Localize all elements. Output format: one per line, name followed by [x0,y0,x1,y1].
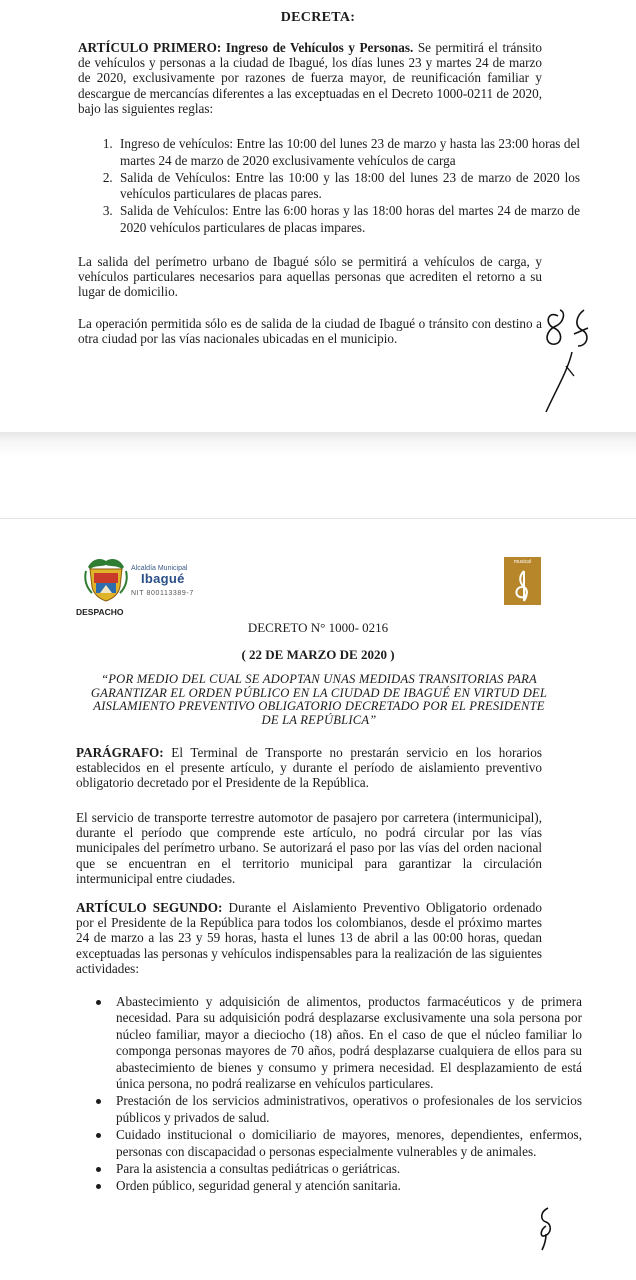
page-gap [0,432,636,456]
page-divider [0,518,636,519]
activity-item: Abastecimiento y adquisición de alimentos, productos farmacéuticos y de primera necesidad. Para su adquisición podrá desplazarse exclusivamente una sola persona por núcleo familiar, mayor a dieciocho (18) años. En el caso de que el núcleo familiar lo componga personas mayores de 70 años, podrá desplazarse cualquiera de ellos para su abastecimiento de bienes y consumo y primera necesidad. El desplazamiento de está única persona, no podrá realizarse en vehículos particulares. [116,994,582,1092]
articulo-segundo [76,900,542,976]
ibague-coat-of-arms-icon [82,557,130,603]
activities-list [76,994,582,1196]
handwritten-initial-icon [536,1204,556,1252]
rule-item: 3. Salida de Vehículos: Entre las 6:00 horas y las 18:00 horas del martes 24 de marzo de 2020 vehículos particulares de placas impares. [116,203,580,237]
articulo-primero-title: ARTÍCULO PRIMERO: Ingreso de Vehículos y Personas. [78,40,414,55]
alcaldia-label: Alcaldía Municipal [131,565,188,572]
city-name: Ibagué [141,571,185,586]
handwritten-initials-icon [538,306,602,418]
articulo-segundo-body: Durante el Aislamiento Preventivo Obligatorio ordenado por el Presidente de la República para todos los colombianos, desde el próximo martes 24 de marzo a las 23 y 59 horas, hasta el lunes 13 de abril a las 00:00 horas, quedan exceptuadas las personas y vehículos indispensables para la realización de las siguientes actividades: [76,900,542,976]
paragrafo-body: El Terminal de Transporte no prestarán servicio en los horarios establecidos en el presente artículo, y durante el período de aislamiento preventivo obligatorio decretado por el Presidente de la República. [76,745,543,791]
rule-item: 1. Ingreso de vehículos: Entre las 10:00 del lunes 23 de marzo y hasta las 23:00 horas del martes 24 de marzo de 2020 exclusivamente vehículos de carga [116,136,580,170]
document-page-1 [0,0,636,433]
decree-number: DECRETO N° 1000- 0216 [247,620,389,635]
decree-date: ( 22 DE MARZO DE 2020 ) [241,647,395,662]
articulo-primero-body: Se permitirá el tránsito de vehículos y personas a la ciudad de Ibagué, los días lunes 23 y martes 24 de marzo de 2020, exclusivamente por razones de fuerza mayor, de reunificación familiar y descargue de mercancías diferentes a las exceptuadas en el Decreto 1000-0211 de 2020, bajo las siguientes reglas: [78,40,543,116]
paragraph-operacion: La operación permitida sólo es de salida de la ciudad de Ibagué o tránsito con destino a otra ciudad por las vías nacionales ubicadas en el municipio. [78,316,542,347]
nit-number: NIT 800113389-7 [131,590,194,597]
articulo-primero [78,40,542,116]
paragraph-salida: La salida del perímetro urbano de Ibagué sólo se permitirá a vehículos de carga, y vehículos particulares necesarios para aquellas personas que acrediten el retorno a su lugar de domicilio. [78,254,542,300]
paragraph-servicio: El servicio de transporte terrestre automotor de pasajero por carretera (intermunicipal), durante el período que comprende este artículo, no podrá circular por las vías municipales del perímetro urbano. Se autorizará el paso por las vías del orden nacional que se encuentran en el territorio municipal para garantizar la circulación intermunicipal entre ciudades. [76,810,542,886]
treble-clef-icon [510,569,536,603]
despacho-label: DESPACHO [76,607,124,617]
paragrafo-label: PARÁGRAFO: [76,745,164,760]
activity-item: Prestación de los servicios administrativos, operativos o profesionales de los servicios públicos y privados de salud. [116,1093,582,1125]
rules-list [78,136,580,237]
musical-badge [504,557,541,605]
activity-item: Para la asistencia a consultas pediátricas o geriátricas. [116,1161,582,1177]
activity-item: Orden público, seguridad general y atención sanitaria. [116,1178,582,1194]
rule-item: 2. Salida de Vehículos: Entre las 10:00 y las 18:00 del lunes 23 de marzo de 2020 los vehículos particulares de placas pares. [116,170,580,204]
paragrafo [76,745,542,791]
articulo-segundo-label: ARTÍCULO SEGUNDO: [76,900,223,915]
badge-label: musical [514,559,531,565]
decree-title: “POR MEDIO DEL CUAL SE ADOPTAN UNAS MEDIDAS TRANSITORIAS PARA GARANTIZAR EL ORDEN PÚBLICO EN LA CIUDAD DE IBAGUÉ EN VIRTUD DEL AISLAMIENTO PREVENTIVO OBLIGATORIO DECRETADO POR EL PRESIDENTE DE LA REPÚBLICA” [90,672,548,727]
decreta-heading: DECRETA: [280,10,356,25]
document-page-2 [0,456,636,1280]
activity-item: Cuidado institucional o domiciliario de mayores, menores, dependientes, enfermos, personas con discapacidad o personas especialmente vulnerables y de animales. [116,1127,582,1159]
